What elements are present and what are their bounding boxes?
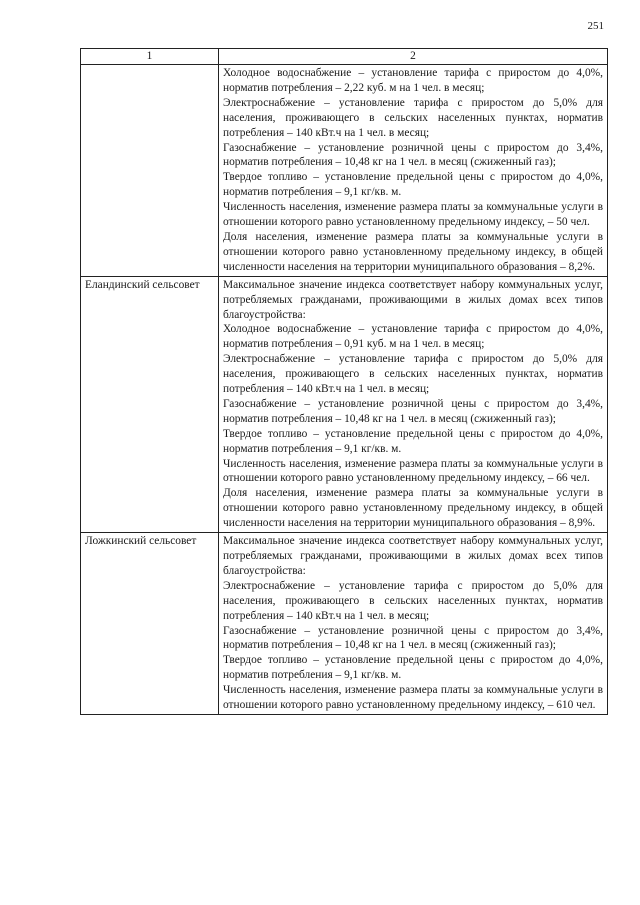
paragraph: Численность населения, изменение размера платы за коммунальные услуги в отношении которого равно установленному предельному индексу, – 66 чел.: [223, 457, 603, 485]
municipality-name-cell: [81, 65, 219, 277]
table-row: [81, 533, 608, 715]
indicator-text-cell: [219, 65, 608, 277]
column-header-2: 2: [219, 49, 608, 65]
table-row: [81, 276, 608, 532]
paragraph: Твердое топливо – установление предельной цены с приростом до 4,0%, норматив потребления – 9,1 кг/кв. м.: [223, 427, 603, 455]
paragraph: Электроснабжение – установление тарифа с приростом до 5,0% для населения, проживающего в сельских населенных пунктах, норматив потребления – 140 кВт.ч на 1 чел. в месяц;: [223, 579, 603, 622]
paragraph: Газоснабжение – установление розничной цены с приростом до 3,4%, норматив потребления – 10,48 кг на 1 чел. в месяц (сжиженный газ);: [223, 624, 603, 652]
paragraph: Электроснабжение – установление тарифа с приростом до 5,0% для населения, проживающего в сельских населенных пунктах, норматив потребления – 140 кВт.ч на 1 чел. в месяц;: [223, 96, 603, 139]
municipality-name-cell: Ложкинский сельсовет: [81, 533, 219, 715]
paragraph: Численность населения, изменение размера платы за коммунальные услуги в отношении которого равно установленному предельному индексу, – 610 чел.: [223, 684, 603, 712]
table-row: [81, 65, 608, 277]
paragraph: Доля населения, изменение размера платы за коммунальные услуги в отношении которого равно установленному предельному индексу, в общей численности населения на территории муниципального образования – 8,2%.: [223, 230, 603, 273]
paragraph: Максимальное значение индекса соответствует набору коммунальных услуг, потребляемых гражданами, проживающими в жилых домах всех типов благоустройства:: [223, 278, 603, 321]
paragraph: Численность населения, изменение размера платы за коммунальные услуги в отношении которого равно установленному предельному индексу, – 50 чел.: [223, 201, 603, 229]
table-header-row: [81, 49, 608, 65]
paragraph: Холодное водоснабжение – установление тарифа с приростом до 4,0%, норматив потребления – 2,22 куб. м на 1 чел. в месяц;: [223, 67, 603, 94]
column-header-1: 1: [81, 49, 219, 65]
indicator-text-cell: [219, 276, 608, 532]
paragraph: Газоснабжение – установление розничной цены с приростом до 3,4%, норматив потребления – 10,48 кг на 1 чел. в месяц (сжиженный газ);: [223, 141, 603, 169]
indicator-text-cell: [219, 533, 608, 715]
paragraph: Твердое топливо – установление предельной цены с приростом до 4,0%, норматив потребления – 9,1 кг/кв. м.: [223, 171, 603, 199]
paragraph: Твердое топливо – установление предельной цены с приростом до 4,0%, норматив потребления – 9,1 кг/кв. м.: [223, 654, 603, 682]
paragraph: Газоснабжение – установление розничной цены с приростом до 3,4%, норматив потребления – 10,48 кг на 1 чел. в месяц (сжиженный газ);: [223, 397, 603, 425]
page-number: 251: [587, 20, 604, 32]
paragraph: Холодное водоснабжение – установление тарифа с приростом до 4,0%, норматив потребления – 0,91 куб. м на 1 чел. в месяц;: [223, 323, 603, 351]
paragraph: Максимальное значение индекса соответствует набору коммунальных услуг, потребляемых гражданами, проживающими в жилых домах всех типов благоустройства:: [223, 535, 603, 577]
paragraph: Доля населения, изменение размера платы за коммунальные услуги в отношении которого равно установленному предельному индексу, в общей численности населения на территории муниципального образования – 8,9%.: [223, 487, 603, 530]
municipality-name-cell: Еландинский сельсовет: [81, 276, 219, 532]
municipal-index-table: [80, 48, 608, 715]
paragraph: Электроснабжение – установление тарифа с приростом до 5,0% для населения, проживающего в сельских населенных пунктах, норматив потребления – 140 кВт.ч на 1 чел. в месяц;: [223, 353, 603, 396]
